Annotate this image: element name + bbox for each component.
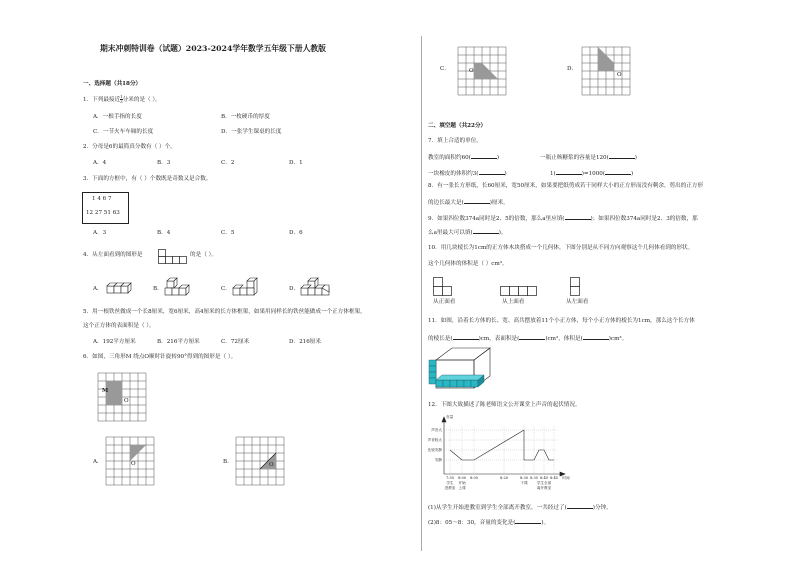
q6-label-m: M — [102, 388, 109, 394]
q12-y-label-1: 声音较大 — [427, 438, 442, 443]
q6-option-b-label-o: O — [269, 462, 274, 468]
q3-option-c[interactable]: C．5 — [221, 230, 235, 236]
q6-original-grid — [98, 373, 148, 423]
q7-blank-5[interactable] — [605, 169, 634, 177]
q12-note2-1: 离开教室 — [536, 486, 552, 490]
q3-stem: 3．下面的方框中，有（ ）个数既是奇数又是合数。 — [83, 176, 212, 182]
q7-line2 — [428, 169, 507, 178]
q5-line2: 这个正方体的表面积是（ ）。 — [83, 323, 155, 329]
q11-cuboid-figure — [428, 346, 494, 392]
q10-top-view — [500, 286, 540, 298]
q11-blank-3-pre: )cm²，体积是( — [545, 336, 583, 342]
q4-option-c[interactable]: C． — [221, 286, 231, 292]
page-title: 期末冲刺特训卷（试题）2023-2024学年数学五年级下册人教版 — [100, 44, 326, 53]
q6-stem: 6．如图，三角形M 绕点O顺时针旋转90°得到的图形是（ ）。 — [83, 354, 237, 360]
q4-option-a[interactable]: A． — [93, 286, 103, 292]
q12-x-label-3: 8:20 — [499, 476, 509, 480]
q7-blank-2-post: ) — [634, 155, 637, 161]
q11-blank-2[interactable] — [519, 334, 545, 340]
q12-sub1-pre: (1)从学生开始进教室到学生全部离开教室，一共经过了( — [428, 505, 567, 511]
q4-option-b-cubes — [164, 277, 190, 297]
q12-x-label-1: 8:00 — [457, 476, 467, 480]
q4-option-d[interactable]: D． — [289, 286, 300, 292]
q12-blank-2[interactable] — [515, 518, 541, 524]
q12-note-4: 学生全部 — [536, 481, 552, 485]
q7-blank-3[interactable] — [479, 169, 505, 175]
q3-row2: 12 27 51 63 — [86, 210, 120, 216]
q9-part-b: )；如果四位数374a同时是2、3的倍数，那 — [590, 216, 698, 222]
q7-blank-4-pre: 1( — [550, 171, 556, 177]
q6-label-o: O — [124, 398, 129, 404]
q6-option-b[interactable]: B． — [223, 459, 233, 465]
q11-blank-1-pre: 的棱长是( — [428, 336, 453, 342]
q2-stem: 2．分母是6的最简真分数有（ ）个。 — [83, 144, 176, 150]
q3-option-b[interactable]: B．4 — [157, 230, 171, 236]
q4-option-c-cubes — [232, 277, 258, 297]
q10-line1: 10．用几块棱长为1cm的正方体木块搭成一个几何体，下图分别是从不同方向观察这个几何体看到的形状。 — [428, 245, 694, 251]
q7-blank-5-post: ) — [631, 171, 634, 177]
q7-blank-5-pre: )=1000( — [581, 171, 606, 177]
q9-line1 — [428, 214, 698, 223]
q12-sub2-pre: (2)8：05～8：30，音量的变化是( — [428, 520, 516, 526]
q2-option-d[interactable]: D．1 — [289, 160, 303, 166]
q4-option-a-cubes — [106, 279, 132, 297]
q5-option-d[interactable]: D．216厘米 — [289, 339, 321, 345]
q12-volume-line — [450, 430, 554, 460]
q6-option-c[interactable]: C． — [440, 66, 450, 72]
q12-x-axis-title: 时间 — [562, 476, 570, 480]
q7-blank-2[interactable] — [609, 153, 635, 159]
q6-option-d-grid — [582, 47, 632, 97]
q5-line1: 5．用一根铁丝做成一个长8厘米，宽6厘米，高4厘米的长方体框架，如果用同样长的铁丝能做成一个正方体框架， — [83, 309, 366, 315]
q11-blank-1[interactable] — [453, 334, 479, 340]
q7-blank-1[interactable] — [471, 153, 500, 161]
q1-stem-pre: 1．下列最接近 — [83, 97, 121, 104]
q4-option-d-cubes — [300, 277, 330, 297]
q2-option-b[interactable]: B．3 — [157, 160, 171, 166]
q7-blank-3-post: ) — [504, 171, 507, 177]
q9-blank-1[interactable] — [565, 214, 591, 220]
q10-left-view-label: 从左面看 — [566, 299, 589, 305]
q1-stem-post: 分米的是（ ）。 — [122, 97, 161, 104]
q8-blank-post: )厘米。 — [489, 200, 509, 206]
section-2-heading: 二、填空题（共22分） — [428, 123, 487, 129]
q7-blank-1-pre: 教室的面积约60( — [428, 155, 471, 161]
q11-blank-3-post: )cm³。 — [608, 336, 628, 342]
q4-left-view-figure — [158, 249, 190, 263]
q2-option-a[interactable]: A．4 — [93, 160, 107, 166]
q11-line1: 11．如图，沿着长方体的长、宽、高共摆放着11个小正方体，每个小正方体的棱长为1cm，那么这个长方体 — [428, 318, 695, 324]
section-1-heading: 一、选择题（共18分） — [83, 81, 142, 87]
q6-option-d[interactable]: D． — [567, 66, 578, 72]
q7-blank-1-post: ) — [496, 155, 500, 161]
q5-option-c[interactable]: C．72厘米 — [221, 339, 250, 345]
q10-front-view — [433, 277, 463, 297]
q12-sub1-post: )分钟。 — [592, 505, 612, 511]
q7-stem: 7．填上合适的单位。 — [428, 138, 482, 144]
q6-option-d-label-o: O — [617, 72, 622, 78]
q8-blank-pre: 的边长最大是( — [428, 200, 464, 206]
q12-y-axis-title: 音量 — [446, 415, 454, 419]
q9-part-d: )。 — [498, 230, 507, 236]
q9-part-c: 么a里最大可以填( — [428, 230, 473, 236]
q1-option-c[interactable]: C．一节火车车厢的长度 — [93, 129, 154, 135]
q12-blank-1[interactable] — [567, 503, 593, 509]
q12-sub2-post: )。 — [541, 520, 550, 526]
q8-line1: 8．有一张长方形纸，长60厘米，宽50厘米，如果要把纸剪成若干同样大小的正方形而没有剩余，剪出的正方形 — [428, 183, 704, 189]
q1-frac-num: 1 — [120, 94, 123, 99]
q12-y-label-3: 安静 — [434, 458, 442, 463]
q6-option-a-label-o: O — [131, 461, 136, 467]
q2-option-c[interactable]: C．2 — [221, 160, 235, 166]
q12-x-label-0: 7:55 — [445, 476, 455, 480]
q12-y-label-2: 比较安静 — [427, 448, 442, 453]
q12-stem: 12．下图大致描述了陈老师语文公开课堂上声音的起伏情况。 — [428, 402, 581, 408]
q4-option-b[interactable]: B． — [153, 286, 163, 292]
q4-stem-post: 的是（ ）。 — [190, 252, 217, 258]
q10-top-view-label: 从上面看 — [502, 299, 525, 305]
q8-blank[interactable] — [464, 198, 490, 204]
q4-stem-pre: 4．从左面看到的图形是 — [83, 252, 143, 258]
q1-frac-den: 3 — [120, 99, 123, 105]
q6-option-c-label-o: O — [469, 68, 474, 74]
q11-blank-2-pre: )cm，表面积是( — [478, 336, 520, 342]
q10-front-view-label: 从正面看 — [433, 299, 456, 305]
q12-x-label-2: 8:05 — [469, 476, 479, 480]
q3-option-a[interactable]: A．3 — [93, 230, 107, 236]
q11-blank-3[interactable] — [583, 334, 609, 340]
q7-line2-right — [550, 169, 633, 178]
q12-note-3: 下课 — [520, 481, 528, 485]
q6-option-a[interactable]: A． — [93, 459, 103, 465]
q7-blank-3-pre: 一块橡皮的体积约3( — [428, 171, 479, 177]
q7-line1-right — [540, 153, 637, 162]
q10-left-view — [570, 277, 582, 297]
q12-volume-chart — [420, 412, 570, 492]
q9-blank-2[interactable] — [473, 228, 499, 234]
q8-line2 — [428, 198, 509, 207]
q11-line2 — [428, 334, 627, 343]
q12-y-label-0: 声音大 — [431, 428, 442, 433]
q6-option-b-grid — [236, 437, 286, 487]
q12-sub1 — [428, 503, 612, 512]
q7-blank-2-pre: 一瓶止咳糖浆的容量是120( — [540, 155, 609, 161]
q6-option-c-grid — [458, 47, 508, 97]
q1-stem — [83, 95, 161, 104]
q3-option-d[interactable]: D．6 — [289, 230, 303, 236]
q3-row1: 1 4 6 7 — [92, 196, 112, 202]
q5-option-b[interactable]: B．216平方厘米 — [157, 339, 200, 345]
q7-blank-4[interactable] — [556, 169, 582, 175]
q12-sub2 — [428, 518, 549, 527]
q12-note-1: 开始 — [458, 481, 466, 485]
q5-option-a[interactable]: A．192平方厘米 — [93, 339, 136, 345]
q12-note2-0: 进教室 — [444, 486, 456, 490]
q12-x-label-4: 8:30 — [519, 476, 529, 480]
q10-line2: 这个几何体的体积是（ ）cm³。 — [428, 261, 508, 267]
q12-x-label-6: 8:40 — [539, 476, 549, 480]
q1-option-d[interactable]: D．一张学生课桌的长度 — [221, 129, 282, 135]
q1-option-b[interactable]: B．一枚硬币的厚度 — [221, 114, 270, 120]
q1-option-a[interactable]: A．一根手指的长度 — [93, 114, 142, 120]
q12-note-2: 上课 — [458, 486, 466, 490]
q12-x-label-7: 8:45 — [549, 476, 559, 480]
q7-line1 — [428, 153, 499, 162]
q9-line2 — [428, 228, 506, 237]
q12-note-0: 学生 — [446, 481, 454, 485]
q12-x-label-5: 8:35 — [529, 476, 539, 480]
q9-part-a: 9．如果四位数374a同时是2、5的倍数，那么a里应填( — [428, 216, 565, 222]
